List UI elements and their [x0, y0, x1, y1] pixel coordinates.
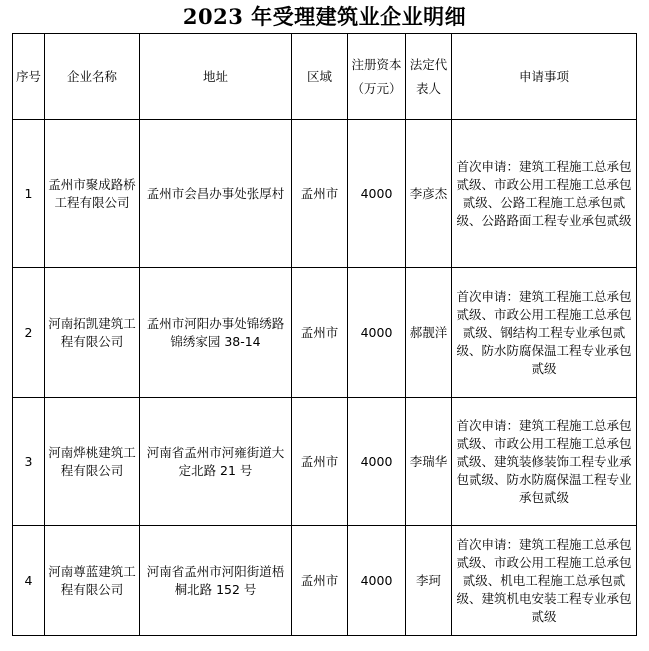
cell-representative: 李彦杰	[406, 120, 452, 268]
cell-district: 孟州市	[292, 268, 348, 398]
header-index: 序号	[13, 34, 45, 120]
cell-company: 河南烨桃建筑工程有限公司	[45, 398, 140, 526]
cell-items: 首次申请：建筑工程施工总承包贰级、市政公用工程施工总承包贰级、公路工程施工总承包贰级、公路路面工程专业承包贰级	[452, 120, 637, 268]
table-row	[13, 120, 637, 268]
header-district: 区域	[292, 34, 348, 120]
cell-representative: 郝靓洋	[406, 268, 452, 398]
cell-capital: 4000	[348, 398, 406, 526]
header-capital-line1: 注册资本	[351, 56, 402, 72]
cell-capital: 4000	[348, 120, 406, 268]
cell-index: 2	[13, 268, 45, 398]
cell-index: 4	[13, 526, 45, 636]
table-row	[13, 268, 637, 398]
cell-address: 河南省孟州市河雍街道大定北路 21 号	[140, 398, 292, 526]
cell-representative: 李珂	[406, 526, 452, 636]
cell-items: 首次申请：建筑工程施工总承包贰级、市政公用工程施工总承包贰级、钢结构工程专业承包贰级、防水防腐保温工程专业承包贰级	[452, 268, 637, 398]
header-items: 申请事项	[452, 34, 637, 120]
cell-company: 孟州市聚成路桥工程有限公司	[45, 120, 140, 268]
header-capital	[348, 34, 406, 120]
cell-address: 孟州市会昌办事处张厚村	[140, 120, 292, 268]
table-row	[13, 526, 637, 636]
cell-items: 首次申请：建筑工程施工总承包贰级、市政公用工程施工总承包贰级、建筑装修装饰工程专业承包贰级、防水防腐保温工程专业承包贰级	[452, 398, 637, 526]
cell-district: 孟州市	[292, 120, 348, 268]
header-rep-line2: 表人	[415, 80, 441, 96]
cell-company: 河南拓凯建筑工程有限公司	[45, 268, 140, 398]
cell-address: 孟州市河阳办事处锦绣路锦绣家园 38-14	[140, 268, 292, 398]
header-representative	[406, 34, 452, 120]
table-row	[13, 398, 637, 526]
cell-company: 河南尊蓝建筑工程有限公司	[45, 526, 140, 636]
header-address: 地址	[140, 34, 292, 120]
cell-district: 孟州市	[292, 526, 348, 636]
cell-capital: 4000	[348, 526, 406, 636]
page-title: 2023 年受理建筑业企业明细	[182, 4, 467, 29]
cell-capital: 4000	[348, 268, 406, 398]
table-header-row	[13, 34, 637, 120]
cell-index: 3	[13, 398, 45, 526]
cell-items: 首次申请：建筑工程施工总承包贰级、市政公用工程施工总承包贰级、机电工程施工总承包贰级、建筑机电安装工程专业承包贰级	[452, 526, 637, 636]
cell-representative: 李瑞华	[406, 398, 452, 526]
cell-district: 孟州市	[292, 398, 348, 526]
header-rep-line1: 法定代	[409, 56, 448, 72]
header-capital-line2: （万元）	[351, 80, 402, 96]
header-company: 企业名称	[45, 34, 140, 120]
enterprise-table	[12, 33, 637, 636]
cell-index: 1	[13, 120, 45, 268]
cell-address: 河南省孟州市河阳街道梧桐北路 152 号	[140, 526, 292, 636]
